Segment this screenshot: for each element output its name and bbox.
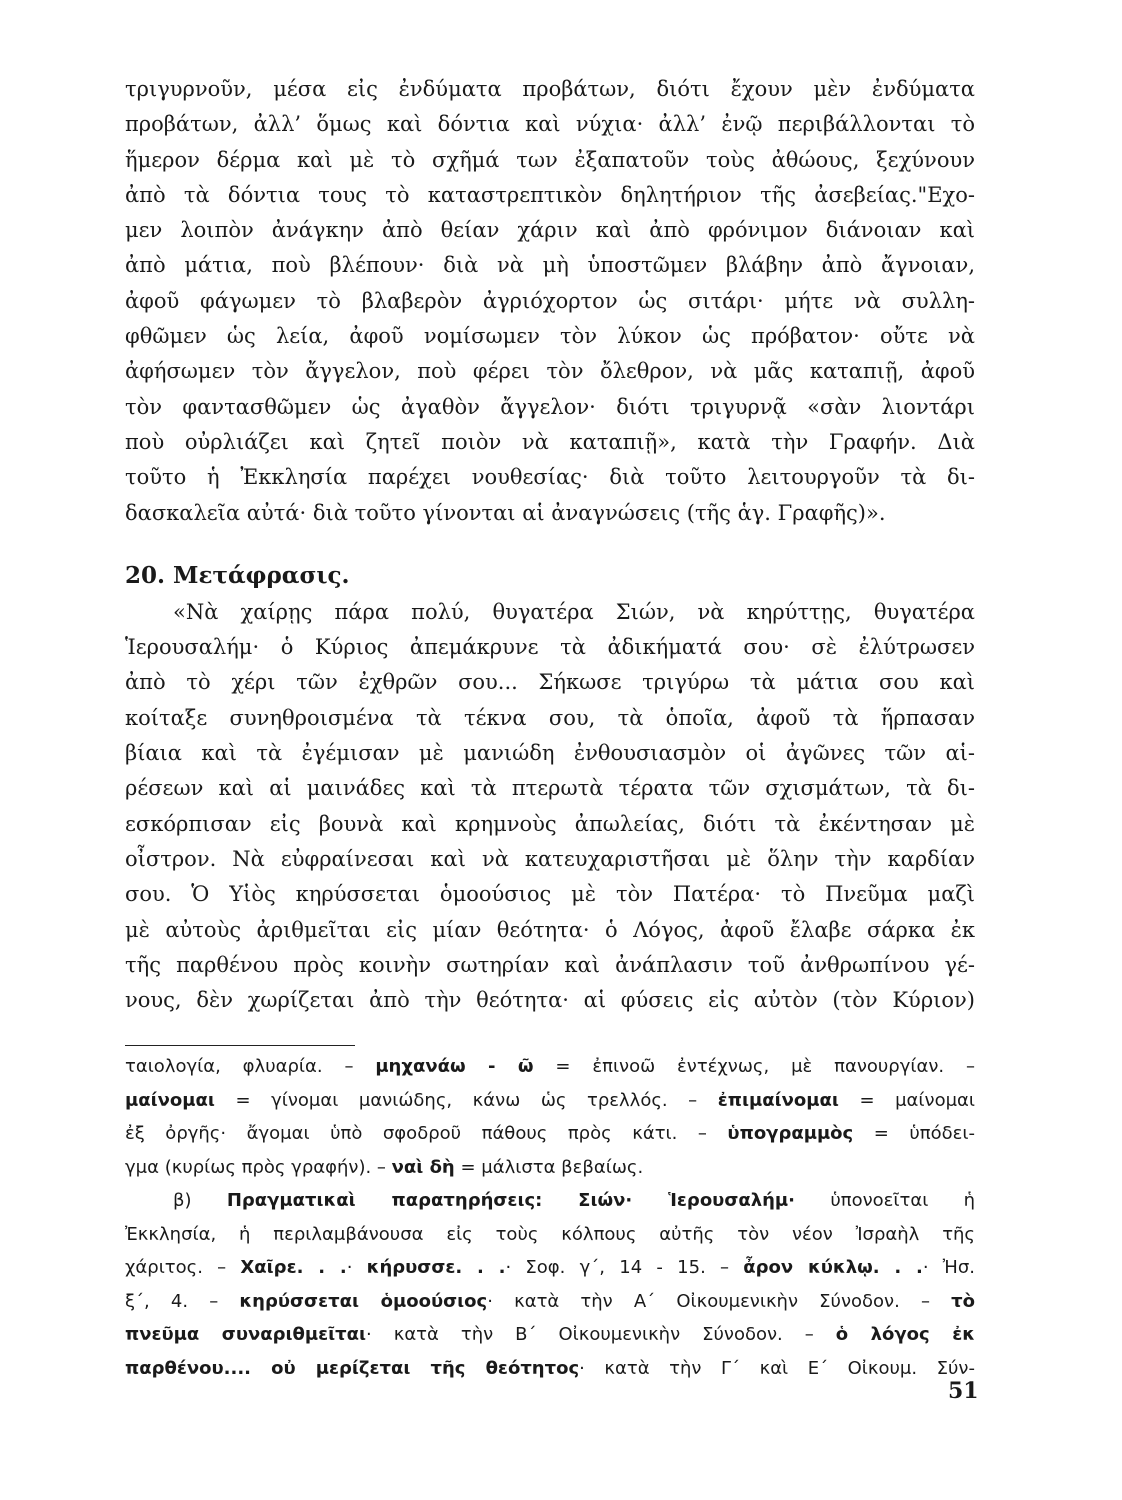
- footnote-term: κήρυσσε. . .: [366, 1257, 506, 1278]
- footnote-text: ταιολογία, φλυαρία. –: [125, 1056, 376, 1077]
- footnote-line: [125, 1285, 975, 1319]
- footnote-text: ὑπονοεῖται ἡ: [795, 1190, 976, 1211]
- text-line: δασκαλεῖα αὐτά· διὰ τοῦτο γίνονται αἱ ἀναγνώσεις (τῆς ἁγ. Γραφῆς)».: [125, 500, 886, 525]
- footnote-text: ξ΄, 4. –: [125, 1290, 240, 1312]
- text-line: νους, δὲν χωρίζεται ἀπὸ τὴν θεότητα· αἱ φύσεις εἰς αὐτὸν (τὸν Κύριον): [125, 988, 975, 1013]
- footnote-text: = ἐπινοῶ ἐντέχνως, μὲ πανουργίαν. –: [533, 1056, 975, 1077]
- text-line: ἀπὸ τὸ χέρι τῶν ἐχθρῶν σου... Σήκωσε τριγύρω τὰ μάτια σου καὶ: [125, 670, 975, 695]
- text-line: τοῦτο ἡ Ἐκκλησία παρέχει νουθεσίας· διὰ τοῦτο λειτουργοῦν τὰ δι-: [125, 465, 975, 490]
- footnote-line: [125, 1084, 975, 1118]
- text-line: προβάτων, ἀλλ’ ὅμως καὶ δόντια καὶ νύχια· ἀλλ’ ἐνῷ περιβάλλονται τὸ: [125, 112, 975, 137]
- text-line: εσκόρπισαν εἰς βουνὰ καὶ κρημνοὺς ἀπωλείας, διότι τὰ ἐκέντησαν μὲ: [125, 811, 975, 836]
- footnote-line: [125, 1352, 975, 1386]
- footnote-text: · Σοφ. γ΄, 14 - 15. –: [505, 1257, 744, 1278]
- footnote-term: ἐπιμαίνομαι: [717, 1089, 839, 1111]
- text-line: Ἱερουσαλήμ· ὁ Κύριος ἀπεμάκρυνε τὰ ἀδικήματά σου· σὲ ἐλύτρωσεν: [125, 635, 975, 660]
- footnotes: [125, 1050, 975, 1385]
- footnote-term: μηχανάω - ῶ: [375, 1056, 534, 1077]
- text-line: φθῶμεν ὡς λεία, ἀφοῦ νομίσωμεν τὸν λύκον ὡς πρόβατον· οὔτε νὰ: [125, 324, 975, 349]
- main-text: [125, 72, 975, 1018]
- footnote-term: τὸ: [951, 1290, 975, 1312]
- text-line: κοίταξε συνηθροισμένα τὰ τέκνα σου, τὰ ὁποῖα, ἀφοῦ τὰ ἥρπασαν: [125, 705, 975, 730]
- footnote-line: [125, 1050, 975, 1084]
- footnote-line: [125, 1318, 975, 1352]
- footnote-text: · κατὰ τὴν Α΄ Οἰκουμενικὴν Σύνοδον. –: [487, 1290, 952, 1312]
- text-line: τὸν φαντασθῶμεν ὡς ἀγαθὸν ἄγγελον· διότι τριγυρνᾷ «σὰν λιοντάρι: [125, 394, 975, 419]
- footnote-term: ὁ λόγος ἐκ: [835, 1324, 975, 1345]
- text-line: «Νὰ χαίρῃς πάρα πολύ, θυγατέρα Σιών, νὰ κηρύττῃς, θυγατέρα: [173, 599, 975, 624]
- text-line: τριγυρνοῦν, μέσα εἰς ἐνδύματα προβάτων, διότι ἔχουν μὲν ἐνδύματα: [125, 77, 975, 101]
- footnote-divider: [125, 1045, 355, 1046]
- text-line: μεν λοιπὸν ἀνάγκην ἀπὸ θείαν χάριν καὶ ἀπὸ φρόνιμον διάνοιαν καὶ: [125, 218, 975, 243]
- footnote-text: χάριτος. –: [125, 1257, 241, 1278]
- text-line: τῆς παρθένου πρὸς κοινὴν σωτηρίαν καὶ ἀνάπλασιν τοῦ ἀνθρωπίνου γέ-: [125, 952, 975, 977]
- footnote-text: = γίνομαι μανιώδης, κάνω ὡς τρελλός. –: [214, 1089, 718, 1111]
- footnote-text: = ὑπόδει-: [853, 1123, 975, 1144]
- text-line: ἀπὸ μάτια, ποὺ βλέπουν· διὰ νὰ μὴ ὑποστῶμεν βλάβην ἀπὸ ἄγνοιαν,: [125, 253, 975, 278]
- footnote-term: Πραγματικαὶ παρατηρήσεις: Σιών· Ἱερουσαλήμ·: [226, 1190, 796, 1211]
- footnote-line: [125, 1218, 975, 1252]
- footnote-text: = μάλιστα βεβαίως.: [454, 1156, 644, 1178]
- text-line: βίαια καὶ τὰ ἐγέμισαν μὲ μανιώδη ἐνθουσιασμὸν οἱ ἀγῶνες τῶν αἱ-: [125, 741, 975, 766]
- footnote-line: [125, 1151, 975, 1185]
- footnote-term: ναὶ δὴ: [391, 1156, 455, 1178]
- text-line: ποὺ οὐρλιάζει καὶ ζητεῖ ποιὸν νὰ καταπιῇ», κατὰ τὴν Γραφήν. Διὰ: [125, 429, 975, 454]
- paragraph-2: [125, 595, 975, 1019]
- footnote-text: · Ἠσ.: [922, 1257, 976, 1278]
- footnote-line: [125, 1251, 975, 1285]
- footnote-line: [125, 1117, 975, 1151]
- footnote-term: παρθένου.... οὐ μερίζεται τῆς θεότητος: [125, 1357, 580, 1379]
- text-line: ἀφήσωμεν τὸν ἄγγελον, ποὺ φέρει τὸν ὄλεθρον, νὰ μᾶς καταπιῇ, ἀφοῦ: [125, 359, 975, 384]
- footnote-text: · κατὰ τὴν Β΄ Οἰκουμενικὴν Σύνοδον. –: [366, 1324, 836, 1345]
- footnote-term: ἆρον κύκλῳ. . .: [743, 1257, 923, 1278]
- page-number: 51: [948, 1378, 979, 1404]
- footnote-term: πνεῦμα συναριθμεῖται: [125, 1324, 367, 1345]
- footnote-text: Ἐκκλησία, ἡ περιλαμβάνουσα εἰς τοὺς κόλπους αὐτῆς τὸν νέον Ἰσραὴλ τῆς: [125, 1223, 975, 1245]
- section-heading: 20. Μετάφρασις.: [125, 561, 350, 589]
- text-line: ἀπὸ τὰ δόντια τους τὸ καταστρεπτικὸν δηλητήριον τῆς ἀσεβείας."Εχο-: [125, 182, 975, 207]
- text-line: ἀφοῦ φάγωμεν τὸ βλαβερὸν ἀγριόχορτον ὡς σιτάρι· μήτε νὰ συλλη-: [125, 288, 975, 313]
- footnote-text: · κατὰ τὴν Γ΄ καὶ Ε΄ Οἰκουμ. Σύν-: [579, 1357, 975, 1379]
- footnote-line: [125, 1184, 975, 1218]
- footnote-text: = μαίνομαι: [838, 1089, 975, 1111]
- footnote-term: μαίνομαι: [125, 1089, 215, 1111]
- text-line: ἥμερον δέρμα καὶ μὲ τὸ σχῆμά των ἐξαπατοῦν τοὺς ἀθώους, ξεχύνουν: [125, 147, 975, 172]
- text-line: μὲ αὐτοὺς ἀριθμεῖται εἰς μίαν θεότητα· ὁ Λόγος, ἀφοῦ ἔλαβε σάρκα ἐκ: [125, 917, 975, 942]
- footnote-text: β): [173, 1190, 227, 1211]
- footnote-text: γμα (κυρίως πρὸς γραφήν). –: [125, 1156, 392, 1178]
- text-line: σου. Ὁ Υἱὸς κηρύσσεται ὁμοούσιος μὲ τὸν Πατέρα· τὸ Πνεῦμα μαζὶ: [125, 882, 975, 907]
- footnote-text: ἐξ ὀργῆς· ἄγομαι ὑπὸ σφοδροῦ πάθους πρὸς κάτι. –: [125, 1123, 728, 1144]
- footnote-term: κηρύσσεται ὁμοούσιος: [239, 1290, 488, 1312]
- footnote-term: ὑπογραμμὸς: [727, 1123, 854, 1144]
- footnote-term: Χαῖρε. . .: [240, 1257, 347, 1278]
- footnote-text: ·: [346, 1257, 367, 1278]
- paragraph-1: [125, 72, 975, 531]
- text-line: ρέσεων καὶ αἱ μαινάδες καὶ τὰ πτερωτὰ τέρατα τῶν σχισμάτων, τὰ δι-: [125, 776, 975, 801]
- text-line: οἶστρον. Νὰ εὐφραίνεσαι καὶ νὰ κατευχαριστῆσαι μὲ ὅλην τὴν καρδίαν: [125, 846, 975, 871]
